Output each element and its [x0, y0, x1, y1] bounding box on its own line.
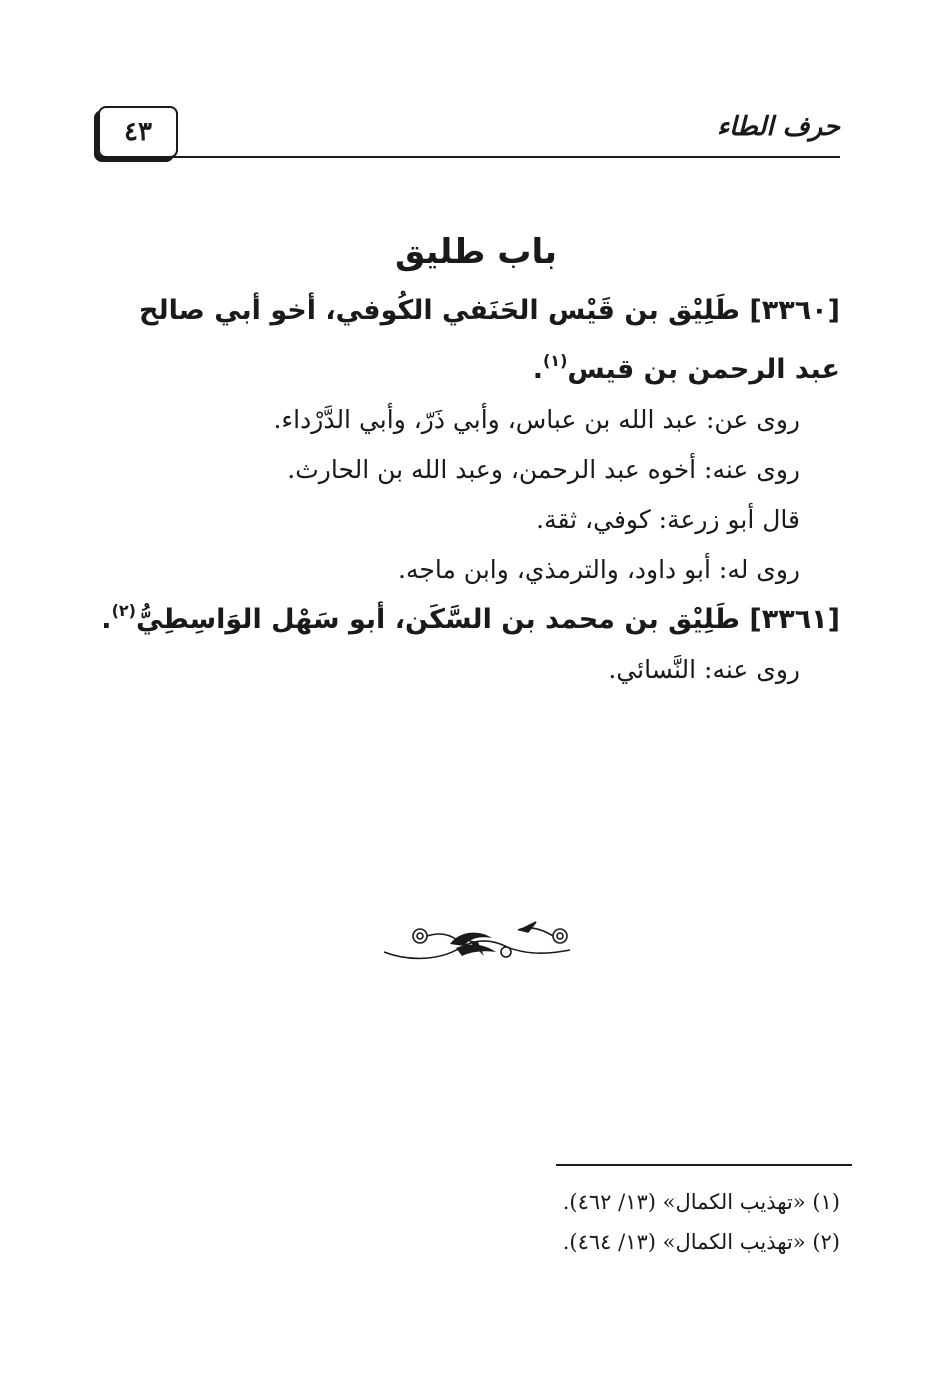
- footnote-1: (١) «تهذيب الكمال» (١٣/ ٤٦٢).: [562, 1190, 840, 1214]
- running-head: حرف الطاء: [716, 112, 840, 142]
- entry-end: .: [532, 354, 543, 385]
- footnote-marker: (٢): [111, 601, 136, 620]
- chapter-title: باب طليق: [395, 232, 557, 272]
- footnote-marker: (١): [542, 351, 568, 370]
- entry-name: طَلِيْق بن قَيْس الحَنَفي الكُوفي، أخو أبي صالح عبد الرحمن بن قيس: [138, 295, 840, 385]
- entry-number: [٣٣٦٠]: [749, 295, 840, 326]
- entry-end: .: [101, 604, 112, 635]
- page-number-box: [98, 106, 178, 158]
- transmitted-by: روى له: أبو داود، والترمذي، وابن ماجه.: [398, 555, 800, 584]
- entry-3361: [98, 586, 840, 695]
- entry-heading: [98, 286, 840, 395]
- footnotes: [500, 1182, 840, 1262]
- narrated-by: روى عنه: النَّسائي.: [608, 655, 800, 684]
- footnote-2: (٢) «تهذيب الكمال» (١٣/ ٤٦٤).: [562, 1230, 840, 1254]
- page-number: ٤٣: [124, 117, 152, 147]
- narrated-by: روى عنه: أخوه عبد الرحمن، وعبد الله بن الحارث.: [287, 455, 800, 484]
- assessment: قال أبو زرعة: كوفي، ثقة.: [536, 505, 800, 534]
- header-rule: [98, 156, 840, 158]
- footnote-rule: [556, 1164, 852, 1166]
- entry-heading: [98, 586, 840, 645]
- entry-name: طَلِيْق بن محمد بن السَّكَن، أبو سَهْل الوَاسِطِيُّ: [135, 604, 740, 635]
- ornament-divider: [380, 912, 576, 972]
- narrated-from: روى عن: عبد الله بن عباس، وأبي ذَرّ، وأبي الدَّرْداء.: [273, 405, 800, 434]
- entry-number: [٣٣٦١]: [749, 604, 840, 635]
- entry-3360: [98, 286, 840, 595]
